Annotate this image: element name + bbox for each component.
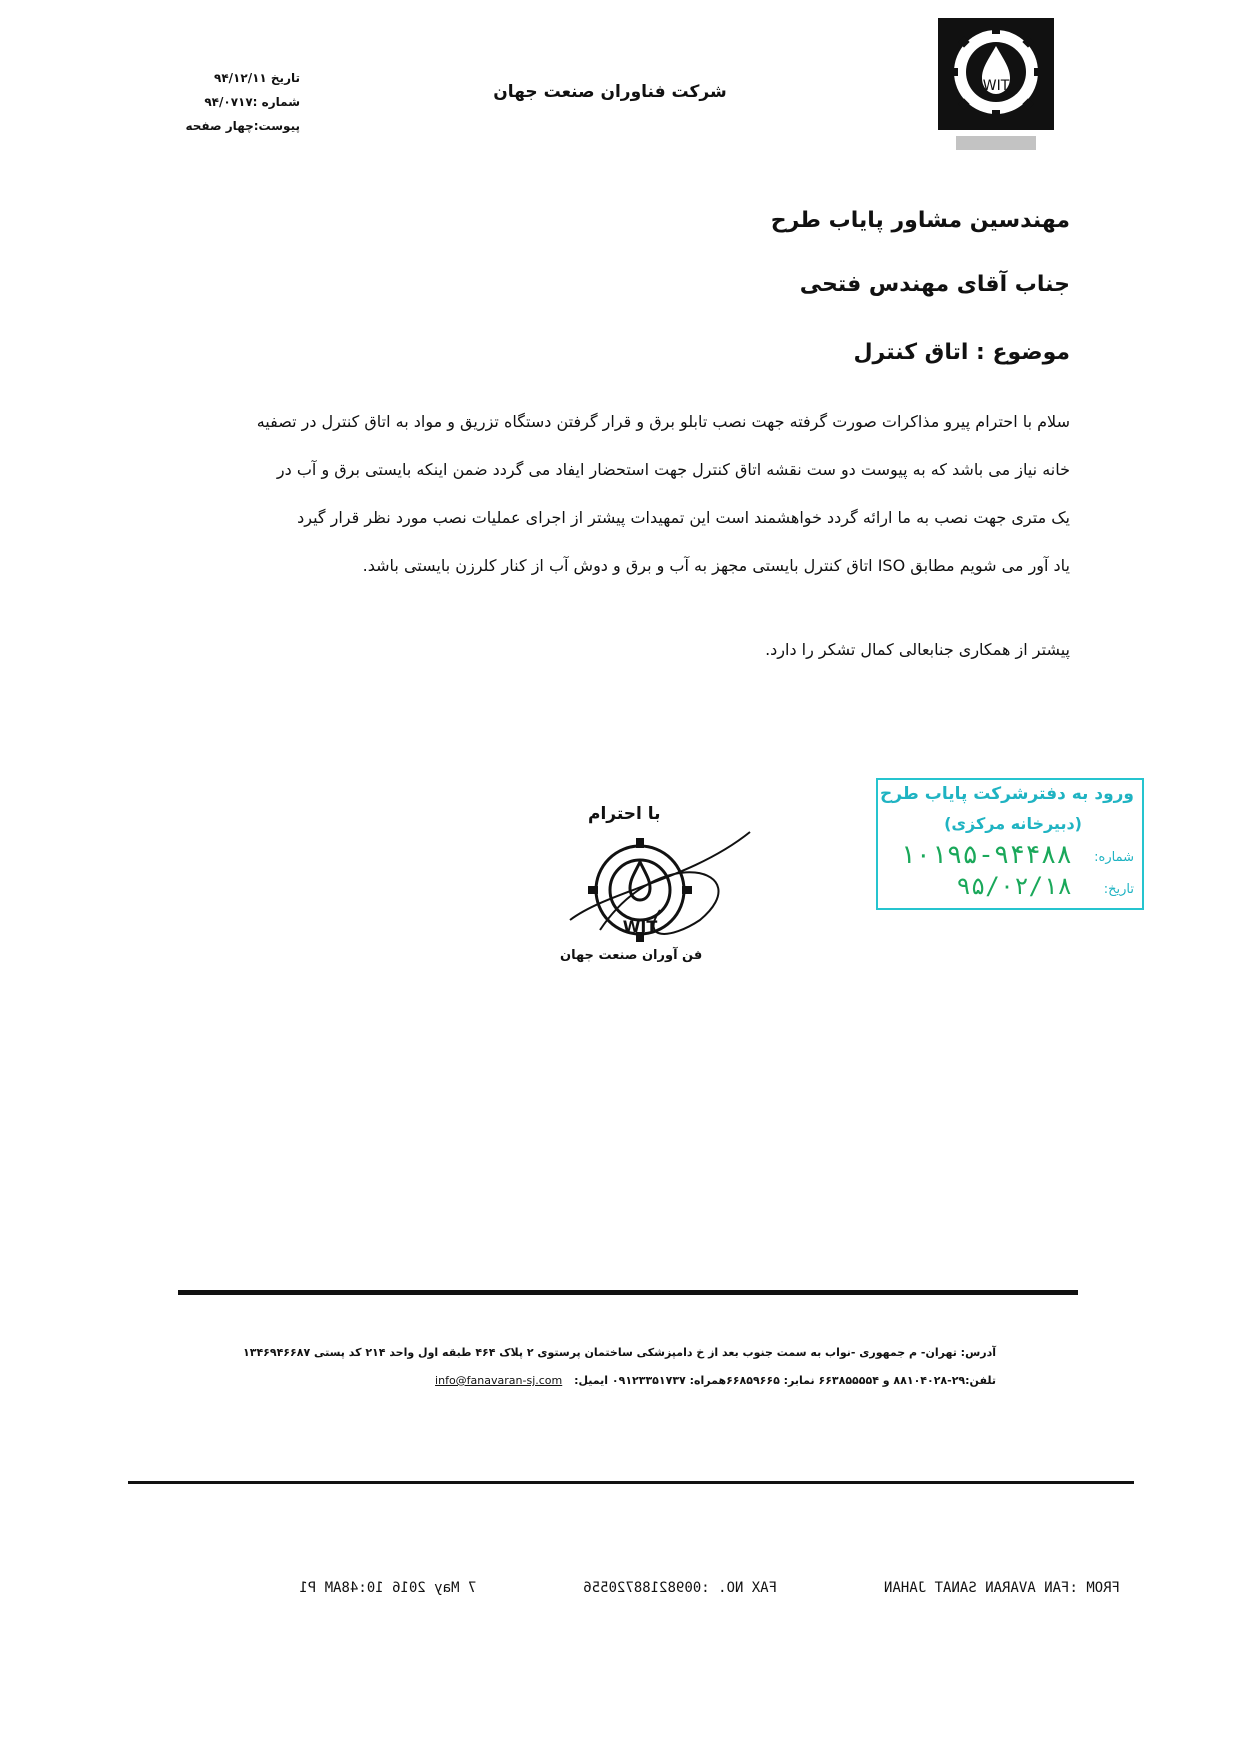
body-line: یاد آور می شویم مطابق ISO اتاق کنترل بایستی مجهز به آب و برق و دوش آب از کنار کلرزن بایستی باشد. (362, 556, 1070, 575)
addressee-company: مهندسین مشاور پایاب طرح (770, 208, 1070, 233)
stamp-number-label: شماره: (1094, 850, 1134, 865)
stamp-title: ورود به دفترشرکت پایاب طرح (879, 784, 1134, 804)
stamp-subtitle: (دبیرخانه مرکزی) (944, 814, 1082, 833)
body-line: خانه نیاز می باشد که به پیوست دو ست نقشه اتاق کنترل جهت استحضار ایفاد می گردد ضمن اینکه بایستی برق و آب در (276, 460, 1070, 479)
page-bottom-divider (128, 1481, 1134, 1484)
letter-closing: پیشتر از همکاری جنابعالی کمال تشکر را دارد. (765, 640, 1070, 659)
company-name-header: شرکت فناوران صنعت جهان (493, 82, 727, 102)
footer-contact (435, 1374, 996, 1387)
footer-divider (178, 1290, 1078, 1295)
company-logo (936, 16, 1056, 156)
body-line: یک متری جهت نصب به ما ارائه گردد خواهشمند است این تمهیدات پیشتر از اجرای عملیات نصب مورد نظر قرار گیرد (297, 508, 1070, 527)
addressee-person: جناب آقای مهندس فتحی (799, 272, 1070, 297)
letter-date: تاریخ ۹۴/۱۲/۱۱ (214, 71, 300, 85)
letter-body (170, 398, 1070, 590)
letter-subject: موضوع : اتاق کنترل (853, 340, 1070, 365)
signature-company: فن آوران صنعت جهان (560, 948, 703, 963)
footer-phone: تلفن:۲۹-۸۸۱۰۴۰۲۸ و ۶۶۳۸۵۵۵۵۴ نمابر: ۶۶۸۵۹۶۶۵همراه: ۰۹۱۲۳۳۵۱۷۳۷ ایمیل: (574, 1374, 996, 1387)
receipt-stamp (876, 778, 1144, 910)
footer-address: آدرس: تهران- م جمهوری -نواب به سمت جنوب بعد از خ دامپزشکی ساختمان پرستوی ۲ پلاک ۴۶۴ طبقه اول واحد ۲۱۴ کد پستی ۱۳۴۶۹۴۶۶۸۷ (243, 1346, 996, 1359)
body-line: سلام با احترام پیرو مذاکرات صورت گرفته جهت نصب تابلو برق و قرار گرفتن دستگاه تزریق و مواد به اتاق کنترل در تصفیه (256, 412, 1070, 431)
letter-attachments: پیوست:چهار صفحه (185, 119, 300, 133)
stamp-date-label: تاریخ: (1103, 882, 1134, 897)
fax-number: FAX NO. :00982188720556 (583, 1580, 778, 1596)
svg-text:WIT: WIT (622, 917, 658, 936)
signature-label: با احترام (588, 804, 661, 824)
svg-text:WIT: WIT (982, 78, 1010, 94)
stamp-number-value: ۱۰۱۹۵-۹۴۴۸۸ (899, 840, 1072, 870)
stamp-date-value: ۹۵/۰۲/۱۸ (956, 872, 1072, 900)
fax-from: FROM :FAN AVARAN SANAT JAHAN (883, 1580, 1120, 1596)
letter-number: شماره :۹۴/۰۷۱۷ (204, 95, 300, 109)
letter-meta (150, 66, 300, 138)
fax-header-line (200, 1580, 1120, 1596)
footer-email-link[interactable]: info@fanavaran-sj.com (435, 1374, 563, 1387)
fax-timestamp: 7 May 2016 10:48AM P1 (299, 1580, 477, 1596)
